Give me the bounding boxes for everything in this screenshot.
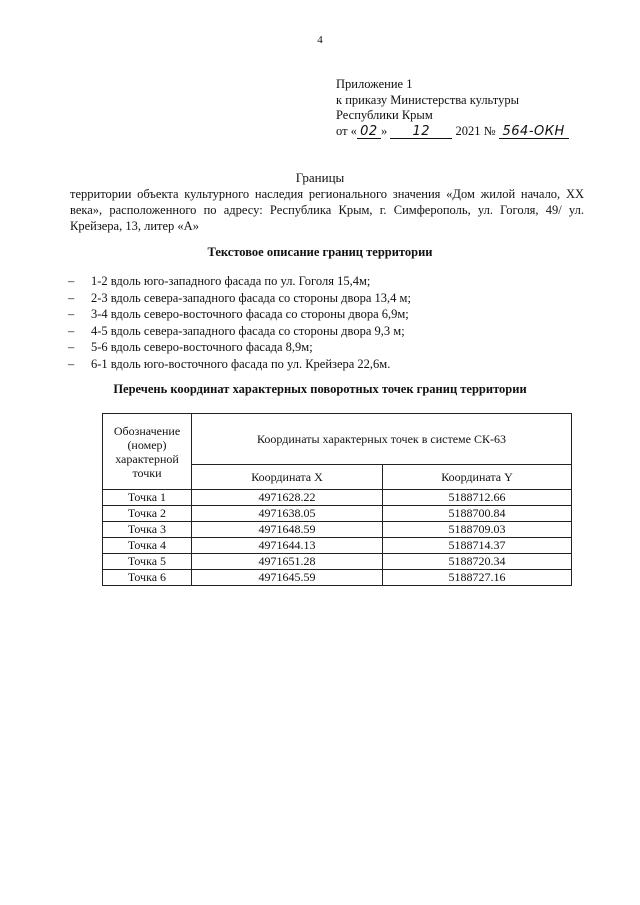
appendix-block: [336, 77, 569, 139]
header-point: Обозначение (номер) характерной точки: [103, 414, 192, 490]
document-subheading: территории объекта культурного наследия регионального значения «Дом жилой начало, XX века», расположенного по адресу: Республика Крым, г. Симферополь, ул. Гоголя, 49/ ул. Крейзера, 13, литер «А»: [70, 187, 584, 233]
cell-point: Точка 6: [103, 570, 192, 586]
table-row: [103, 570, 572, 586]
list-dash: –: [68, 274, 75, 288]
page-number: 4: [317, 34, 323, 46]
list-item: [68, 290, 411, 307]
table-row: [103, 554, 572, 570]
date-day: 02: [357, 125, 381, 139]
list-item-text: 2-3 вдоль севера-западного фасада со стороны двора 13,4 м;: [91, 290, 411, 305]
description-title: Текстовое описание границ территории: [207, 245, 433, 259]
table-row: [103, 522, 572, 538]
header-y: Координата Y: [383, 465, 572, 490]
order-number: 564-ОКН: [499, 125, 569, 139]
cell-point: Точка 3: [103, 522, 192, 538]
cell-y: 5188720.34: [383, 554, 572, 570]
list-dash: –: [68, 340, 75, 354]
list-item: [68, 306, 411, 323]
cell-point: Точка 1: [103, 490, 192, 506]
appendix-title: Приложение 1: [336, 77, 413, 91]
cell-x: 4971648.59: [192, 522, 383, 538]
list-item: [68, 339, 411, 356]
document-heading: Границы: [295, 170, 345, 185]
cell-x: 4971645.59: [192, 570, 383, 586]
header-x: Координата X: [192, 465, 383, 490]
date-month: 12: [390, 125, 452, 139]
list-item-text: 1-2 вдоль юго-западного фасада по ул. Гоголя 15,4м;: [91, 274, 371, 288]
list-item-text: 5-6 вдоль северо-восточного фасада 8,9м;: [91, 340, 313, 354]
list-item-text: 6-1 вдоль юго-восточного фасада по ул. Крейзера 22,6м.: [91, 356, 391, 371]
list-dash: –: [68, 290, 75, 305]
date-year-number: 2021 №: [455, 123, 496, 138]
cell-point: Точка 4: [103, 538, 192, 554]
appendix-republic: Республики Крым: [336, 108, 433, 122]
cell-x: 4971638.05: [192, 506, 383, 522]
table-row: [103, 506, 572, 522]
list-item-text: 3-4 вдоль северо-восточного фасада со стороны двора 6,9м;: [91, 307, 409, 321]
list-dash: –: [68, 307, 75, 321]
cell-y: 5188727.16: [383, 570, 572, 586]
cell-point: Точка 5: [103, 554, 192, 570]
cell-x: 4971628.22: [192, 490, 383, 506]
header-system: Координаты характерных точек в системе СК-63: [192, 414, 572, 465]
appendix-date-line: [336, 124, 569, 140]
cell-y: 5188714.37: [383, 538, 572, 554]
list-dash: –: [68, 323, 75, 338]
list-item: [68, 273, 411, 290]
date-day-close: »: [380, 123, 388, 138]
cell-x: 4971651.28: [192, 554, 383, 570]
date-prefix: от «: [336, 123, 357, 138]
list-item-text: 4-5 вдоль севера-западного фасада со стороны двора 9,3 м;: [91, 323, 405, 338]
table-row: [103, 538, 572, 554]
appendix-order-ref: к приказу Министерства культуры: [336, 92, 519, 107]
list-item: [68, 323, 411, 340]
cell-y: 5188709.03: [383, 522, 572, 538]
boundary-list: [68, 273, 411, 372]
coordinates-table: [102, 413, 572, 586]
cell-x: 4971644.13: [192, 538, 383, 554]
coordinates-title: Перечень координат характерных поворотных точек границ территории: [113, 382, 527, 396]
cell-y: 5188712.66: [383, 490, 572, 506]
table-row: [103, 490, 572, 506]
cell-point: Точка 2: [103, 506, 192, 522]
list-item: [68, 356, 411, 373]
list-dash: –: [68, 356, 75, 371]
cell-y: 5188700.84: [383, 506, 572, 522]
